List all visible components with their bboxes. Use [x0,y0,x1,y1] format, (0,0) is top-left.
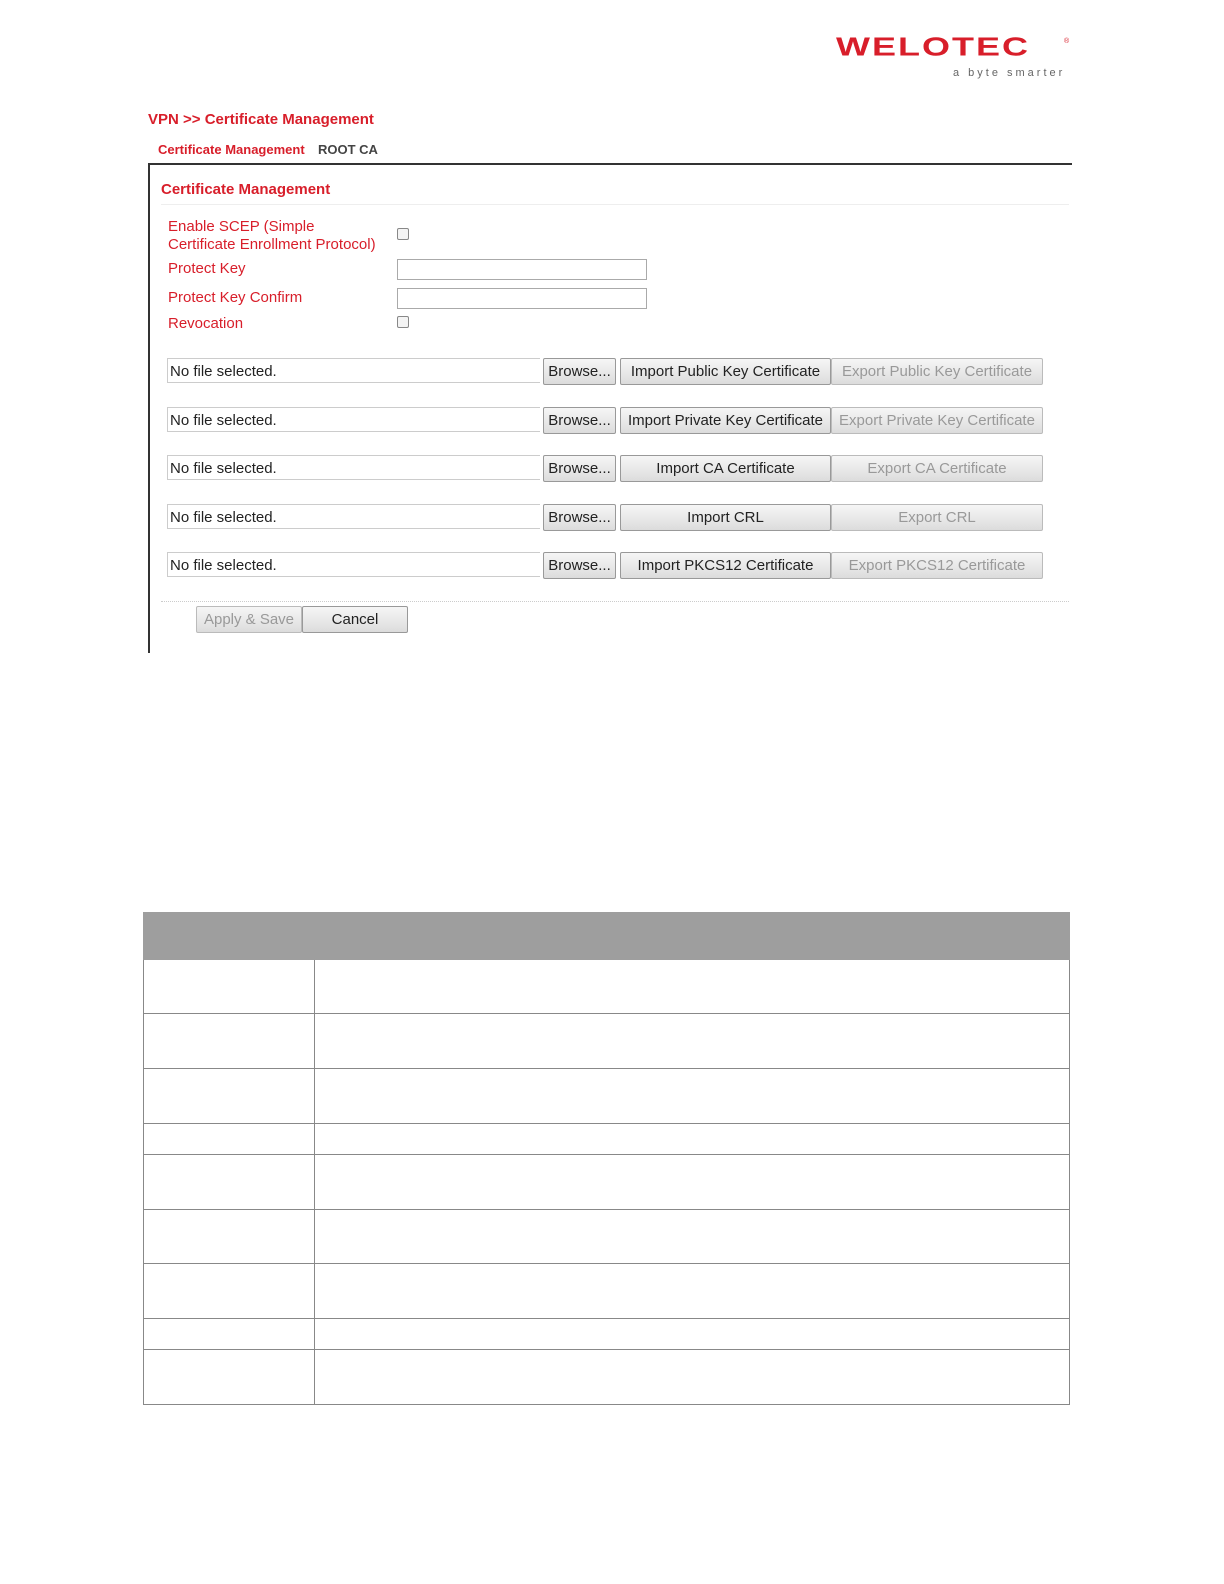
table-cell [315,1014,1070,1069]
table-cell [315,1319,1070,1350]
browse-button[interactable]: Browse... [543,504,616,531]
table-row [144,1264,1070,1319]
protect-key-input[interactable] [397,259,647,280]
import-pkcs12-button[interactable]: Import PKCS12 Certificate [620,552,831,579]
import-crl-button[interactable]: Import CRL [620,504,831,531]
crl-row [167,504,1043,531]
cancel-button[interactable]: Cancel [302,606,408,633]
file-input-display[interactable]: No file selected. [167,358,540,383]
export-ca-certificate-button[interactable]: Export CA Certificate [831,455,1043,482]
welotec-logo [836,31,1072,84]
table-row [144,1155,1070,1210]
panel-title: Certificate Management [161,181,331,198]
table-cell [315,960,1070,1014]
table-row [144,1210,1070,1264]
table-row [144,1319,1070,1350]
logo-registered-mark: ® [1064,38,1070,45]
file-input-display[interactable]: No file selected. [167,552,540,577]
table-cell [144,1014,315,1069]
import-private-key-button[interactable]: Import Private Key Certificate [620,407,831,434]
panel-divider [161,204,1069,205]
table-cell [144,1350,315,1405]
description-table [143,912,1070,1405]
browse-button[interactable]: Browse... [543,455,616,482]
browse-button[interactable]: Browse... [543,407,616,434]
table-cell [144,960,315,1014]
revocation-label: Revocation [168,315,244,332]
table-cell [315,1155,1070,1210]
table-cell [144,1155,315,1210]
browse-button[interactable]: Browse... [543,552,616,579]
tab-certificate-management[interactable]: Certificate Management [158,142,305,157]
breadcrumb: VPN >> Certificate Management [148,111,374,128]
scep-label-line1: Enable SCEP (Simple [168,218,315,235]
table-row [144,1014,1070,1069]
protect-key-confirm-label: Protect Key Confirm [168,289,303,306]
table-cell [144,1124,315,1155]
tab-root-ca[interactable]: ROOT CA [318,142,378,157]
table-cell [144,1264,315,1319]
certificate-management-panel [148,163,1072,653]
scep-label [168,218,376,254]
table-header-cell [144,913,1070,960]
pkcs12-row [167,552,1043,579]
table-cell [144,1319,315,1350]
protect-key-confirm-input[interactable] [397,288,647,309]
file-input-display[interactable]: No file selected. [167,407,540,432]
file-input-display[interactable]: No file selected. [167,455,540,480]
table-row [144,1069,1070,1124]
table-cell [315,1210,1070,1264]
table-row [144,1124,1070,1155]
table-row [144,960,1070,1014]
export-public-key-button[interactable]: Export Public Key Certificate [831,358,1043,385]
table-cell [144,1210,315,1264]
revocation-checkbox[interactable] [397,316,409,328]
actions-divider [161,601,1069,602]
export-private-key-button[interactable]: Export Private Key Certificate [831,407,1043,434]
table-cell [315,1124,1070,1155]
file-input-display[interactable]: No file selected. [167,504,540,529]
logo-wordmark: WELOTEC [836,31,1030,62]
public-key-row [167,358,1043,385]
browse-button[interactable]: Browse... [543,358,616,385]
scep-label-line2: Certificate Enrollment Protocol) [168,236,376,253]
import-ca-certificate-button[interactable]: Import CA Certificate [620,455,831,482]
table-row [144,1350,1070,1405]
private-key-row [167,407,1043,434]
export-pkcs12-button[interactable]: Export PKCS12 Certificate [831,552,1043,579]
enable-scep-checkbox[interactable] [397,228,409,240]
table-cell [315,1264,1070,1319]
table-cell [144,1069,315,1124]
export-crl-button[interactable]: Export CRL [831,504,1043,531]
table-cell [315,1069,1070,1124]
table-header-row [144,913,1070,960]
import-public-key-button[interactable]: Import Public Key Certificate [620,358,831,385]
ca-certificate-row [167,455,1043,482]
logo-tagline: a byte smarter [953,67,1066,79]
apply-save-button[interactable]: Apply & Save [196,606,302,633]
protect-key-label: Protect Key [168,260,246,277]
table-cell [315,1350,1070,1405]
